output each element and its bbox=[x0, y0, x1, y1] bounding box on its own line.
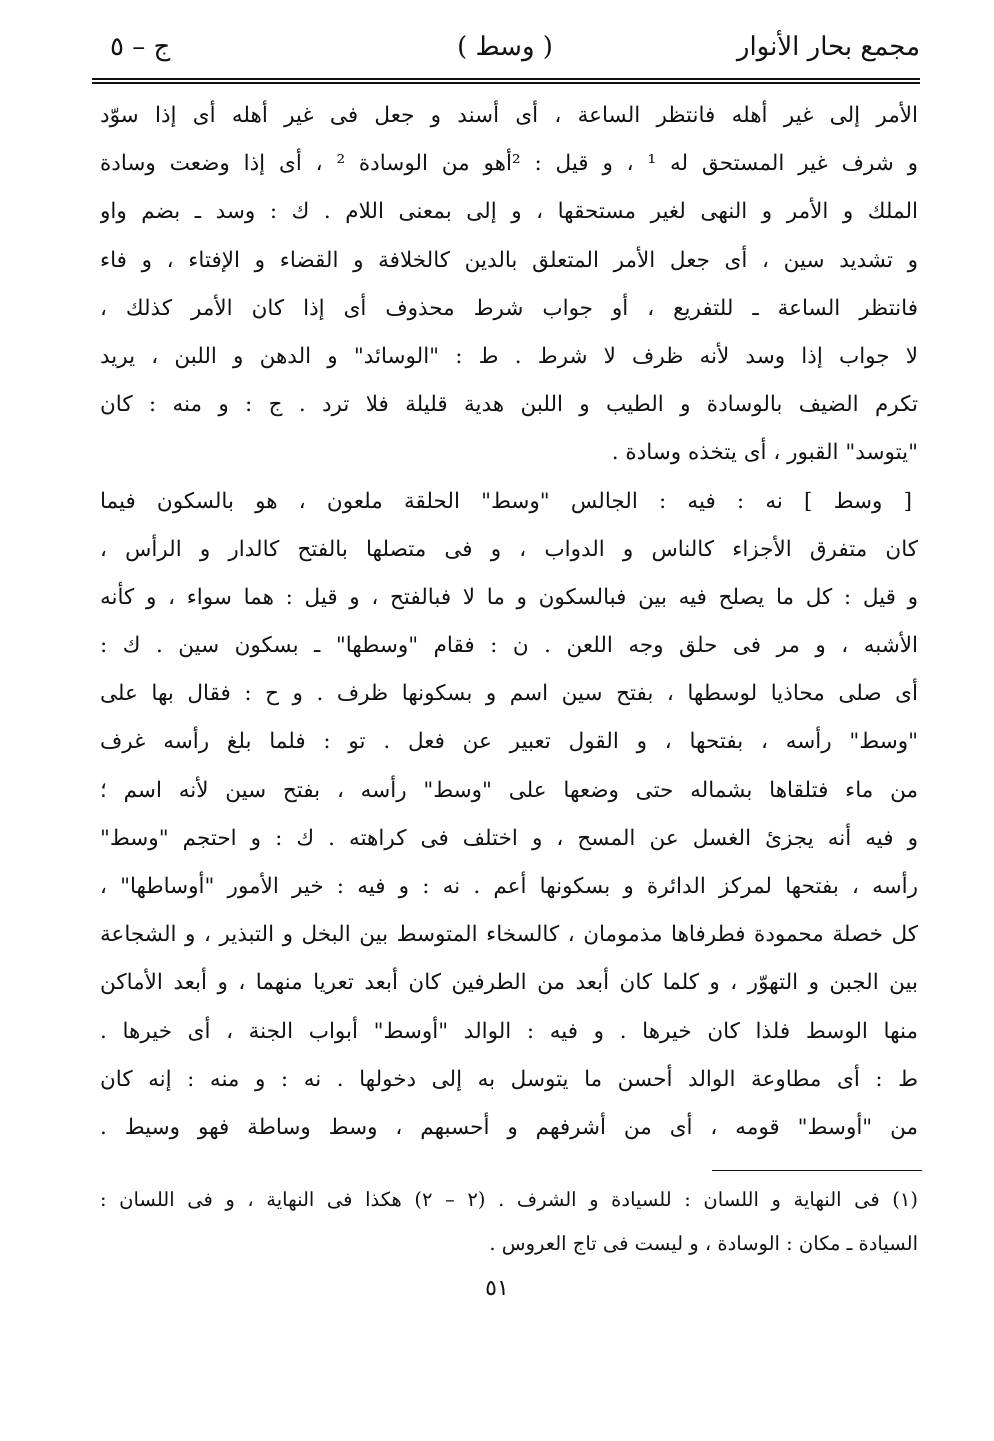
text-line: "وسط" رأسه ، بفتحها ، و القول تعبير عن فعل . تو : فلما بلغ رأسه غرف bbox=[100, 729, 918, 755]
text-line: من "أوسط" قومه ، أى من أشرفهم و أحسبهم ، وسط وساطة فهو وسيط . bbox=[100, 1114, 918, 1140]
text-line: لا جواب إذا وسد لأنه ظرف لا شرط . ط : "الوسائد" و الدهن و اللبن ، يريد bbox=[100, 343, 918, 369]
page-number: ٥١ bbox=[485, 1276, 509, 1301]
text-line: و شرف غير المستحق له ¹ ، و قيل : ²أهو من الوسادة ² ، أى إذا وضعت وسادة bbox=[100, 151, 918, 177]
text-line: من ماء فتلقاها بشماله حتى وضعها على "وسط" رأسه ، بفتح سين لأنه اسم ؛ bbox=[100, 777, 918, 803]
text-line: و قيل : كل ما يصلح فيه بين فبالسكون و ما لا فبالفتح ، و قيل : هما سواء ، و كأنه bbox=[100, 584, 918, 610]
text-line: كان متفرق الأجزاء كالناس و الدواب ، و فى متصلها بالفتح كالدار و الرأس ، bbox=[100, 536, 918, 562]
text-line: فانتظر الساعة ـ للتفريع ، أو جواب شرط محذوف أى إذا كان الأمر كذلك ، bbox=[100, 295, 918, 321]
running-header bbox=[90, 30, 920, 74]
footnote-line: السيادة ـ مكان : الوسادة ، و ليست فى تاج العروس . bbox=[489, 1232, 918, 1255]
text-line: كل خصلة محمودة فطرفاها مذمومان ، كالسخاء المتوسط بين البخل و التبذير ، و الشجاعة bbox=[100, 922, 918, 948]
text-line: "يتوسد" القبور ، أى يتخذه وسادة . bbox=[611, 440, 918, 466]
text-line: ط : أى مطاوعة الوالد أحسن ما يتوسل به إلى دخولها . نه : و منه : إنه كان bbox=[100, 1066, 918, 1092]
text-line: بين الجبن و التهوّر ، و كلما كان أبعد من الطرفين كان أبعد تعريا منهما ، و أبعد الأماكن bbox=[100, 970, 918, 996]
main-text bbox=[100, 92, 918, 1152]
entry-start-line: [ وسط ] نه : فيه : الجالس "وسط" الحلقة ملعون ، هو بالسكون فيما bbox=[100, 488, 912, 514]
text-line: الملك و الأمر و النهى لغير مستحقها ، و إلى بمعنى اللام . ك : وسد ـ بضم واو bbox=[100, 199, 918, 225]
header-double-rule bbox=[92, 78, 920, 84]
footnote-line: (١) فى النهاية و اللسان : للسيادة و الشرف . (٢ – ٢) هكذا فى النهاية ، و فى اللسان : bbox=[100, 1188, 918, 1211]
text-line: أى صلى محاذيا لوسطها ، بفتح سين اسم و بسكونها ظرف . و ح : فقال بها على bbox=[100, 681, 918, 707]
book-title: مجمع بحار الأنوار bbox=[736, 32, 920, 62]
text-line: و فيه أنه يجزئ الغسل عن المسح ، و اختلف فى كراهته . ك : و احتجم "وسط" bbox=[100, 825, 918, 851]
footnotes bbox=[100, 1178, 918, 1266]
entry-heading: ( وسط ) bbox=[457, 32, 553, 62]
text-line: منها الوسط فلذا كان خيرها . و فيه : الوالد "أوسط" أبواب الجنة ، أى خيرها . bbox=[100, 1018, 918, 1044]
volume-label: ج – ٥ bbox=[110, 32, 171, 62]
text-line: تكرم الضيف بالوسادة و الطيب و اللبن هدية قليلة فلا ترد . ج : و منه : كان bbox=[100, 392, 918, 418]
text-line: رأسه ، بفتحها لمركز الدائرة و بسكونها أعم . نه : و فيه : خير الأمور "أوساطها" ، bbox=[100, 874, 918, 899]
text-line: الأمر إلى غير أهله فانتظر الساعة ، أى أسند و جعل فى غير أهله أى إذا سوّد bbox=[100, 103, 918, 128]
text-line: الأشبه ، و مر فى حلق وجه اللعن . ن : فقام "وسطها" ـ بسكون سين . ك : bbox=[100, 633, 918, 659]
footnote-separator bbox=[712, 1170, 922, 1171]
text-line: و تشديد سين ، أى جعل الأمر المتعلق بالدين كالخلافة و القضاء و الإفتاء ، و فاء bbox=[100, 247, 918, 273]
